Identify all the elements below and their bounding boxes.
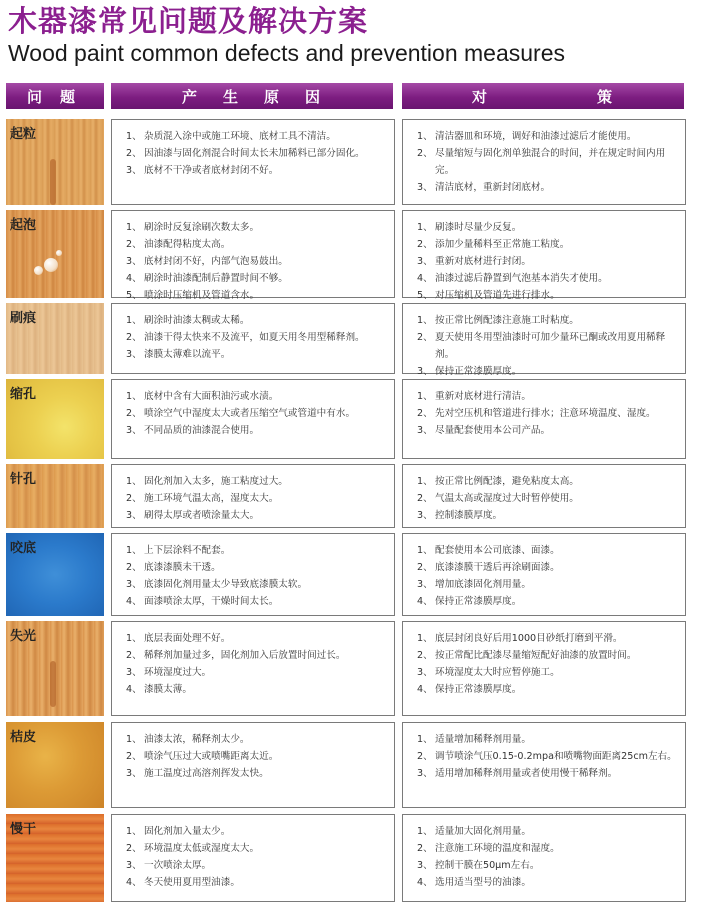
solution-list — [402, 621, 686, 716]
item-text: 适量增加稀释剂用量。 — [435, 734, 531, 745]
item-text: 因油漆与固化剂混合时间太长未加稀料已部分固化。 — [144, 148, 365, 159]
item-text: 环境湿度太大时应暂停施工。 — [435, 667, 560, 678]
item-text: 油漆配得粘度太高。 — [144, 239, 231, 250]
item-text: 调节喷涂气压0.15-0.2mpa和喷嘴物面距离25cm左右。 — [435, 751, 677, 762]
solution-item — [417, 542, 677, 559]
cause-item — [126, 874, 386, 891]
item-number: 3、 — [417, 425, 433, 436]
cause-item — [126, 681, 386, 698]
page-title-en: Wood paint common defects and prevention measures — [8, 40, 565, 66]
item-text: 刷漆时尽量少反复。 — [435, 222, 522, 233]
item-text: 施工环境气温太高，湿度太大。 — [144, 493, 279, 504]
solution-item — [417, 253, 677, 270]
cause-list — [111, 379, 395, 459]
item-number: 1、 — [417, 545, 433, 556]
item-number: 1、 — [417, 391, 433, 402]
item-text: 气温太高或湿度过大时暂停使用。 — [435, 493, 579, 504]
defect-name: 针孔 — [10, 472, 37, 487]
item-text: 保持正常漆膜厚度。 — [435, 596, 522, 607]
solution-item — [417, 874, 677, 891]
cause-item — [126, 748, 386, 765]
item-text: 底材封闭不好，内部气泡易鼓出。 — [144, 256, 288, 267]
item-number: 2、 — [126, 650, 142, 661]
defect-sample-image — [6, 533, 104, 616]
solution-item — [417, 128, 677, 145]
cause-list — [111, 119, 395, 205]
cause-item — [126, 857, 386, 874]
item-number: 4、 — [417, 273, 433, 284]
table-row — [6, 621, 686, 716]
item-text: 一次喷涂太厚。 — [144, 860, 212, 871]
item-text: 选用适当型号的油漆。 — [435, 877, 531, 888]
item-text: 夏天使用冬用型油漆时可加少量环已酮或改用夏用稀释剂。 — [435, 332, 666, 360]
page-title-cn: 木器漆常见问题及解决方案 — [8, 4, 369, 38]
cause-item — [126, 219, 386, 236]
item-text: 底漆固化剂用量太少导致底漆膜太软。 — [144, 579, 308, 590]
cause-item — [126, 542, 386, 559]
item-text: 按正常比例配漆，避免粘度太高。 — [435, 476, 579, 487]
item-number: 2、 — [126, 843, 142, 854]
cause-item — [126, 559, 386, 576]
cause-item — [126, 253, 386, 270]
item-number: 4、 — [126, 596, 142, 607]
defect-name: 起泡 — [10, 218, 37, 233]
table-row — [6, 303, 686, 377]
item-text: 环境湿度过大。 — [144, 667, 212, 678]
solution-list — [402, 464, 686, 528]
item-text: 底漆漆膜干透后再涂刷面漆。 — [435, 562, 560, 573]
cause-item — [126, 576, 386, 593]
defect-sample-image — [6, 722, 104, 808]
solution-item — [417, 363, 677, 380]
item-text: 控制干膜在50μm左右。 — [435, 860, 540, 871]
solution-item — [417, 593, 677, 610]
item-text: 底材中含有大面积油污或水渍。 — [144, 391, 279, 402]
solution-item — [417, 219, 677, 236]
item-number: 1、 — [126, 734, 142, 745]
item-number: 4、 — [417, 877, 433, 888]
item-number: 1、 — [417, 826, 433, 837]
item-number: 1、 — [126, 222, 142, 233]
item-number: 3、 — [126, 860, 142, 871]
cause-item — [126, 270, 386, 287]
item-text: 刷涂时油漆配制后静置时间不够。 — [144, 273, 288, 284]
solution-item — [417, 630, 677, 647]
cause-list — [111, 722, 395, 808]
item-number: 3、 — [417, 667, 433, 678]
solution-item — [417, 329, 677, 363]
item-number: 3、 — [417, 768, 433, 779]
item-number: 3、 — [126, 768, 142, 779]
item-number: 1、 — [417, 222, 433, 233]
cause-item — [126, 765, 386, 782]
item-number: 2、 — [126, 148, 142, 159]
cause-item — [126, 731, 386, 748]
item-number: 2、 — [417, 493, 433, 504]
item-text: 冬天使用夏用型油漆。 — [144, 877, 240, 888]
item-text: 配套使用本公司底漆、面漆。 — [435, 545, 560, 556]
item-text: 适量加大固化剂用量。 — [435, 826, 531, 837]
cause-item — [126, 422, 386, 439]
item-text: 油漆干得太快来不及流平，如夏天用冬用型稀释剂。 — [144, 332, 365, 343]
cause-list — [111, 303, 395, 374]
item-text: 刷得太厚或者喷涂量太大。 — [144, 510, 260, 521]
item-number: 2、 — [126, 493, 142, 504]
item-text: 不同品质的油漆混合使用。 — [144, 425, 260, 436]
item-text: 施工温度过高溶剂挥发太快。 — [144, 768, 269, 779]
cause-item — [126, 664, 386, 681]
solution-item — [417, 236, 677, 253]
item-text: 刷涂时油漆太稠或太稀。 — [144, 315, 250, 326]
item-number: 2、 — [126, 239, 142, 250]
item-text: 上下层涂料不配套。 — [144, 545, 231, 556]
item-text: 先对空压机和管道进行排水；注意环境温度、湿度。 — [435, 408, 656, 419]
item-text: 底层封闭良好后用1000目砂纸打磨到平滑。 — [435, 633, 623, 644]
solution-list — [402, 814, 686, 902]
solution-list — [402, 119, 686, 205]
item-text: 注意施工环境的温度和湿度。 — [435, 843, 560, 854]
item-number: 3、 — [126, 256, 142, 267]
item-text: 重新对底材进行封闭。 — [435, 256, 531, 267]
cause-item — [126, 473, 386, 490]
item-number: 4、 — [126, 877, 142, 888]
item-number: 1、 — [126, 476, 142, 487]
item-text: 喷涂气压过大或喷嘴距离太近。 — [144, 751, 279, 762]
item-text: 按正常配比配漆尽量缩短配好油漆的放置时间。 — [435, 650, 637, 661]
solution-item — [417, 748, 677, 765]
item-number: 3、 — [417, 579, 433, 590]
solution-item — [417, 681, 677, 698]
cause-item — [126, 593, 386, 610]
defect-sample-image — [6, 303, 104, 374]
solution-item — [417, 857, 677, 874]
solution-list — [402, 210, 686, 301]
defect-sample-image — [6, 464, 104, 528]
item-number: 1、 — [417, 476, 433, 487]
defect-sample-image — [6, 814, 104, 902]
cause-list — [111, 210, 395, 301]
item-number: 1、 — [126, 633, 142, 644]
item-text: 对压缩机及管道先进行排水。 — [435, 290, 560, 301]
defect-sample-image — [6, 210, 104, 298]
item-number: 3、 — [126, 165, 142, 176]
solution-list — [402, 379, 686, 459]
item-number: 4、 — [126, 684, 142, 695]
solution-item — [417, 731, 677, 748]
item-text: 稀释剂加量过多，固化剂加入后放置时间过长。 — [144, 650, 346, 661]
item-number: 4、 — [417, 596, 433, 607]
defect-name: 慢干 — [10, 822, 37, 837]
item-text: 油漆太浓，稀释剂太少。 — [144, 734, 250, 745]
item-number: 3、 — [126, 667, 142, 678]
header-cause: 产生原因 — [111, 83, 393, 109]
item-number: 1、 — [126, 826, 142, 837]
item-number: 4、 — [417, 684, 433, 695]
solution-item — [417, 559, 677, 576]
table-row — [6, 210, 686, 301]
item-number: 2、 — [126, 332, 142, 343]
solution-item — [417, 840, 677, 857]
solution-item — [417, 576, 677, 593]
table-row — [6, 533, 686, 616]
item-number: 3、 — [126, 579, 142, 590]
item-number: 5、 — [417, 290, 433, 301]
item-number: 3、 — [417, 182, 433, 193]
item-number: 2、 — [417, 332, 433, 343]
item-text: 底漆漆膜未干透。 — [144, 562, 221, 573]
item-number: 5、 — [126, 290, 142, 301]
solution-list — [402, 303, 686, 377]
item-text: 清洁底材，重新封闭底材。 — [435, 182, 551, 193]
solution-item — [417, 473, 677, 490]
solution-item — [417, 145, 677, 179]
solution-item — [417, 422, 677, 439]
table-row — [6, 119, 686, 205]
cause-item — [126, 162, 386, 179]
solution-item — [417, 490, 677, 507]
cause-list — [111, 533, 395, 616]
item-number: 1、 — [126, 545, 142, 556]
solution-item — [417, 823, 677, 840]
item-number: 2、 — [417, 408, 433, 419]
item-text: 喷涂时压缩机及管道含水。 — [144, 290, 260, 301]
cause-item — [126, 490, 386, 507]
item-text: 清洁器皿和环境，调好和油漆过滤后才能使用。 — [435, 131, 637, 142]
header-problem: 问题 — [6, 83, 104, 109]
item-text: 增加底漆固化剂用量。 — [435, 579, 531, 590]
item-text: 控制漆膜厚度。 — [435, 510, 503, 521]
header-solution: 对策 — [402, 83, 684, 109]
cause-item — [126, 346, 386, 363]
item-number: 3、 — [417, 510, 433, 521]
table-row — [6, 722, 686, 808]
item-number: 2、 — [417, 148, 433, 159]
item-number: 3、 — [417, 860, 433, 871]
item-text: 保持正常漆膜厚度。 — [435, 684, 522, 695]
table-row — [6, 814, 686, 902]
defect-name: 起粒 — [10, 127, 37, 142]
table-row — [6, 379, 686, 459]
item-text: 固化剂加入量太少。 — [144, 826, 231, 837]
cause-item — [126, 388, 386, 405]
solution-list — [402, 722, 686, 808]
item-text: 按正常比例配漆注意施工时粘度。 — [435, 315, 579, 326]
item-number: 2、 — [126, 408, 142, 419]
item-text: 尽量缩短与固化剂单独混合的时间，并在规定时间内用完。 — [435, 148, 666, 176]
solution-item — [417, 765, 677, 782]
cause-item — [126, 236, 386, 253]
item-number: 3、 — [417, 256, 433, 267]
item-text: 适用增加稀释剂用量或者使用慢干稀释剂。 — [435, 768, 618, 779]
solution-item — [417, 270, 677, 287]
item-number: 2、 — [126, 562, 142, 573]
cause-item — [126, 405, 386, 422]
item-text: 添加少量稀料至正常施工粘度。 — [435, 239, 570, 250]
item-number: 1、 — [417, 633, 433, 644]
solution-item — [417, 312, 677, 329]
item-text: 喷涂空气中湿度太大或者压缩空气或管道中有水。 — [144, 408, 356, 419]
cause-item — [126, 630, 386, 647]
item-text: 刷涂时反复涂刷次数太多。 — [144, 222, 260, 233]
item-number: 2、 — [417, 562, 433, 573]
cause-item — [126, 312, 386, 329]
cause-list — [111, 814, 395, 902]
defect-name: 桔皮 — [10, 730, 37, 745]
solution-item — [417, 647, 677, 664]
cause-item — [126, 329, 386, 346]
cause-item — [126, 287, 386, 304]
item-number: 3、 — [126, 349, 142, 360]
item-number: 1、 — [126, 391, 142, 402]
defect-name: 失光 — [10, 629, 37, 644]
item-number: 2、 — [417, 751, 433, 762]
item-number: 1、 — [417, 734, 433, 745]
solution-item — [417, 179, 677, 196]
solution-item — [417, 388, 677, 405]
item-number: 3、 — [126, 510, 142, 521]
item-number: 2、 — [417, 843, 433, 854]
item-number: 2、 — [126, 751, 142, 762]
cause-item — [126, 507, 386, 524]
cause-list — [111, 621, 395, 716]
item-number: 3、 — [126, 425, 142, 436]
item-text: 油漆过滤后静置到气泡基本消失才使用。 — [435, 273, 608, 284]
cause-item — [126, 128, 386, 145]
item-text: 环境温度太低或湿度太大。 — [144, 843, 260, 854]
item-text: 杂质混入涂中或施工环境、底材工具不清洁。 — [144, 131, 336, 142]
cause-list — [111, 464, 395, 528]
item-number: 1、 — [126, 315, 142, 326]
solution-item — [417, 507, 677, 524]
item-text: 面漆喷涂太厚，干燥时间太长。 — [144, 596, 279, 607]
cause-item — [126, 823, 386, 840]
defect-sample-image — [6, 379, 104, 459]
item-number: 4、 — [126, 273, 142, 284]
item-text: 保持正常漆膜厚度。 — [435, 366, 522, 377]
item-number: 3、 — [417, 366, 433, 377]
item-number: 1、 — [126, 131, 142, 142]
item-number: 2、 — [417, 239, 433, 250]
item-text: 漆膜太薄难以流平。 — [144, 349, 231, 360]
defect-sample-image — [6, 119, 104, 205]
item-text: 底材不干净或者底材封闭不好。 — [144, 165, 279, 176]
item-number: 1、 — [417, 315, 433, 326]
cause-item — [126, 647, 386, 664]
item-text: 尽量配套使用本公司产品。 — [435, 425, 551, 436]
item-text: 底层表面处理不好。 — [144, 633, 231, 644]
solution-list — [402, 533, 686, 616]
solution-item — [417, 405, 677, 422]
solution-item — [417, 287, 677, 304]
table-row — [6, 464, 686, 528]
defect-name: 缩孔 — [10, 387, 37, 402]
defect-name: 刷痕 — [10, 311, 37, 326]
defect-sample-image — [6, 621, 104, 716]
cause-item — [126, 145, 386, 162]
item-text: 漆膜太薄。 — [144, 684, 192, 695]
solution-item — [417, 664, 677, 681]
item-text: 固化剂加入太多，施工粘度过大。 — [144, 476, 288, 487]
item-number: 2、 — [417, 650, 433, 661]
defect-name: 咬底 — [10, 541, 37, 556]
cause-item — [126, 840, 386, 857]
item-number: 1、 — [417, 131, 433, 142]
item-text: 重新对底材进行清洁。 — [435, 391, 531, 402]
